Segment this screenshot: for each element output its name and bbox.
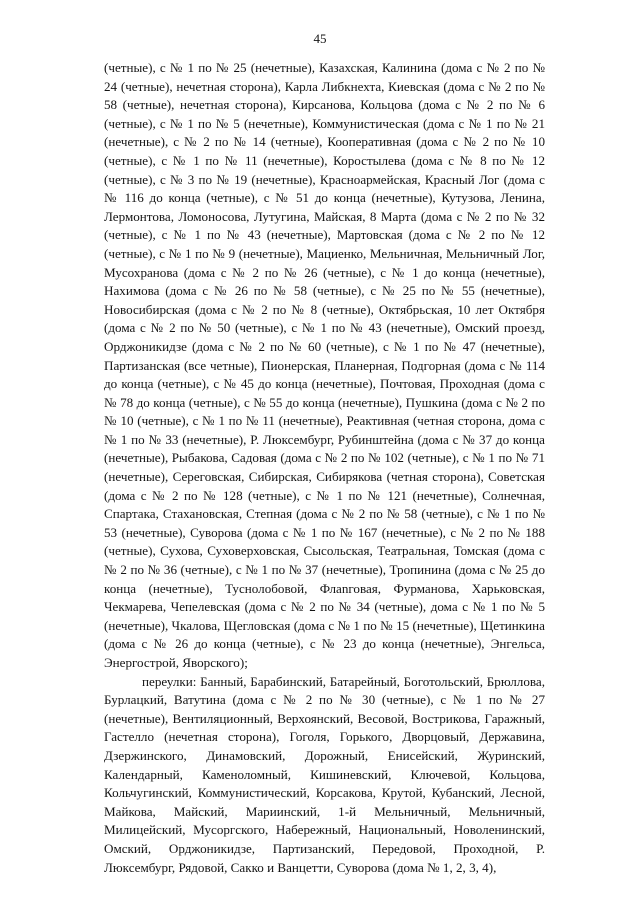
paragraph-lanes: переулки: Банный, Барабинский, Батарейный, Боготольский, Брюллова, Бурлацкий, Ватутина (дома с № 2 по № 30 (четные), с № 1 по № 27 (нечетные), Вентиляционный, Верхоянский, Весовой, Вострикова, Гаражный, Гастелло (нечетная сторона), Гоголя, Горького, Дворцовый, Державина, Дзержинского, Динамовский, Дорожный, Енисейский, Журинский, Календарный, Каменоломный, Кишиневский, Ключевой, Кольцова, Кольчугинский, Коммунистический, Корсакова, Крутой, Кубанский, Лесной, Майкова, Майский, Мариинский, 1-й Мельничный, Мельничный, Милицейский, Мусоргского, Набережный, Национальный, Новоленинский, Омский, Орджоникидзе, Партизанский, Передовой, Проходной, Р. Люксембург, Рядовой, Сакко и Ванцетти, Суворова (дома № 1, 2, 3, 4), <box>104 673 545 875</box>
paragraph-streets: (четные), с № 1 по № 25 (нечетные), Казахская, Калинина (дома с № 2 по № 24 (четные), нечетная сторона), Карла Либкнехта, Киевская (дома с № 2 по № 58 (четные), нечетная сторона), Кирсанова, Кольцова (дома с № 2 по № 6 (четные), с № 1 по № 5 (нечетные), Коммунистическая (дома с № 1 по № 21 (нечетные), с № 2 по № 14 (четные), Кооперативная (дома с № 2 по № 10 (четные), с № 1 по № 11 (нечетные), Коростылева (дома с № 8 по № 12 (четные), с № 3 по № 19 (нечетные), Красноармейская, Красный Лог (дома с № 116 до конца (четные), с № 51 до конца (нечетные), Кутузова, Ленина, Лермонтова, Ломоносова, Лутугина, Майская, 8 Марта (дома с № 2 по № 32 (четные), с № 1 по № 43 (нечетные), Мартовская (дома с № 2 по № 12 (четные), с № 1 по № 9 (нечетные), Мациенко, Мельничная, Мельничный Лог, Мусохранова (дома с № 2 по № 26 (четные), с № 1 до конца (нечетные), Нахимова (дома с № 26 по № 58 (четные), с № 25 по № 55 (нечетные), Новосибирская (дома с № 2 по № 8 (четные), Октябрьская, 10 лет Октября (дома с № 2 по № 50 (четные), с № 1 по № 43 (нечетные), Омский проезд, Орджоникидзе (дома с № 2 по № 60 (четные), с № 1 по № 47 (нечетные), Партизанская (все четные), Пионерская, Планерная, Подгорная (дома с № 114 до конца (четные), с № 45 до конца (нечетные), Почтовая, Проходная (дома с № 78 до конца (четные), с № 55 до конца (нечетные), Пушкина (дома с № 2 по № 10 (четные), с № 1 по № 11 (нечетные), Реактивная (четная сторона, дома с № 1 по № 33 (нечетные), Р. Люксембург, Рубинштейна (дома с № 37 до конца (нечетные), Рыбакова, Садовая (дома с № 2 по № 102 (четные), с № 1 по № 71 (нечетные), Сереговская, Сибирская, Сибирякова (четная сторона), Советская (дома с № 2 по № 128 (четные), с № 1 по № 121 (нечетные), Солнечная, Спартака, Стахановская, Степная (дома с № 2 по № 58 (четные), с № 1 по № 53 (нечетные), Суворова (дома с № 1 по № 167 (нечетные), с № 2 по № 188 (четные), Сухова, Суховерховская, Сысольская, Театральная, Томская (дома с № 2 по № 36 (четные), с № 1 по № 37 (нечетные), Тропинина (дома с № 25 до конца (нечетные), Туснолобовой, Флanговая, Фурманова, Харьковская, Чекмарева, Чепелевская (дома с № 2 по № 34 (четные), дома с № 1 по № 5 (нечетные), Чкалова, Щегловская (дома с № 1 по № 15 (нечетные), Щетинкина (дома с № 26 до конца (четные), с № 23 до конца (нечетные), Энгельса, Энергострой, Яворского); <box>104 60 545 670</box>
document-body <box>104 59 545 877</box>
page-number: 45 <box>313 31 327 46</box>
